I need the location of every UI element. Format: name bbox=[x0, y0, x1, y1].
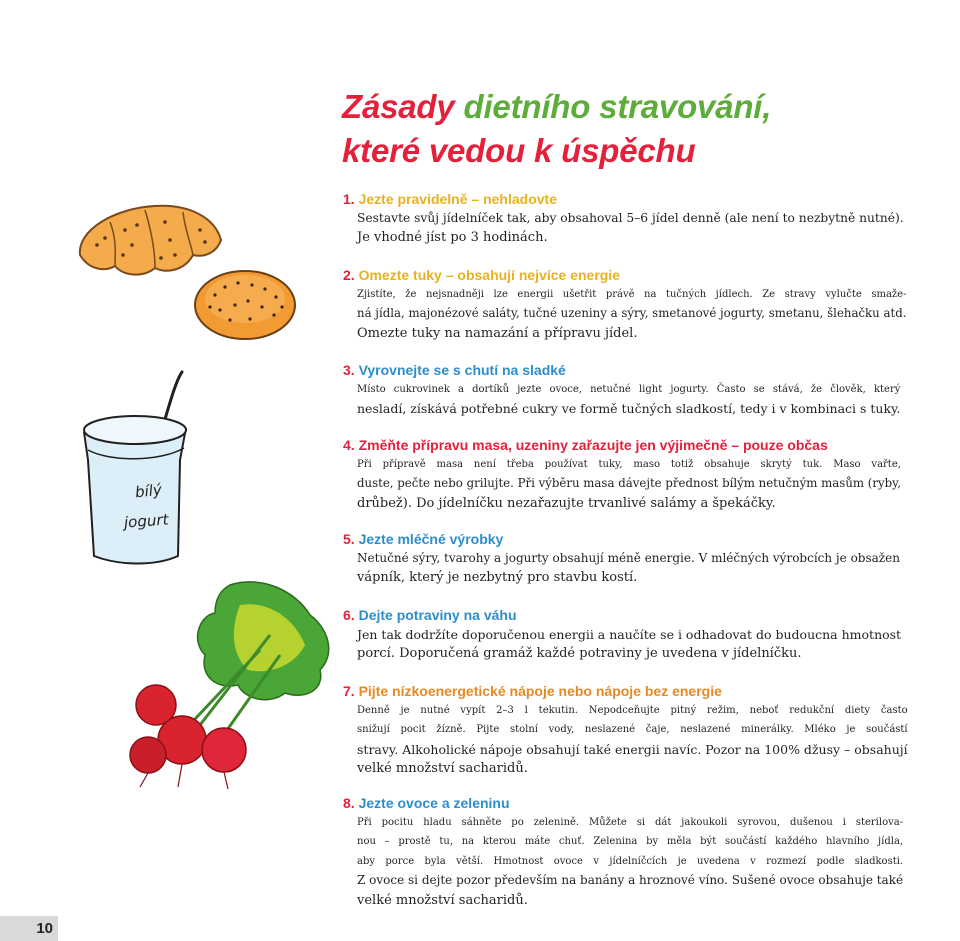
rule-1 bbox=[343, 190, 904, 248]
rule-text-line: nou – prostě tu, na kterou máte chuť. Zelenina by měla být součástí každého hlavního jídla, bbox=[357, 836, 904, 848]
yogurt-label-1: bílý bbox=[134, 480, 163, 502]
rule-text-line: Jen tak dodržíte doporučenou energii a naučíte se i odhadovat do budoucna hmotnost bbox=[357, 627, 902, 642]
rule-text-line: stravy. Alkoholické nápoje obsahují také energii navíc. Pozor na 100% džusy – obsahují bbox=[357, 741, 908, 757]
rule-number: 3. bbox=[343, 362, 355, 378]
rule-7 bbox=[343, 682, 908, 779]
rule-text-line: vápník, který je nezbytný pro stavbu kostí. bbox=[357, 570, 638, 586]
rule-text-line: Netučné sýry, tvarohy a jogurty obsahují méně energie. V mléčných výrobcích je obsažen bbox=[357, 551, 900, 565]
yogurt-cup bbox=[80, 370, 190, 570]
yogurt-label-2: jogurt bbox=[123, 510, 169, 532]
rule-text-line: velké množství sacharidů. bbox=[357, 761, 528, 777]
rule-number: 8. bbox=[343, 795, 355, 811]
rule-number: 4. bbox=[343, 437, 355, 453]
rule-text-line: porcí. Doporučená gramáž každé potraviny je uvedena v jídelníčku. bbox=[357, 646, 802, 662]
rule-number: 5. bbox=[343, 531, 355, 547]
rule-title: Dejte potraviny na váhu bbox=[358, 607, 517, 623]
rule-heading bbox=[343, 606, 901, 625]
rule-title: Jezte mléčné výrobky bbox=[358, 531, 504, 547]
rule-text-line: Zjistíte, že nejsnadněji lze energii ušetřit právě na tučných jídlech. Ze stravy vylučte smaže- bbox=[357, 289, 907, 300]
rule-2 bbox=[343, 266, 906, 343]
rule-8 bbox=[343, 794, 903, 910]
rule-heading bbox=[343, 436, 901, 455]
title-line-2: které vedou k úspěchu bbox=[342, 132, 696, 169]
page-title bbox=[342, 85, 771, 173]
rule-text-line: Je vhodné jíst po 3 hodinách. bbox=[357, 230, 548, 246]
rule-text-line: ná jídla, majonézové saláty, tučné uzeniny a sýry, smetanové jogurty, smetanu, šlehačku atd. bbox=[357, 306, 907, 321]
rule-text-line: Z ovoce si dejte pozor především na banány a hroznové víno. Sušené ovoce obsahuje také bbox=[357, 873, 904, 888]
rule-3 bbox=[343, 361, 900, 419]
title-green-part: dietního stravování, bbox=[463, 88, 772, 125]
radish-bunch-illustration bbox=[120, 575, 350, 790]
rule-text-line: duste, pečte nebo grilujte. Při výběru masa dávejte přednost bílým netučným masům (ryby, bbox=[357, 476, 901, 491]
rule-heading bbox=[343, 530, 900, 549]
rule-text-line: Sestavte svůj jídelníček tak, aby obsahoval 5–6 jídel denně (ale není to nezbytně nutné). bbox=[357, 211, 904, 225]
rule-text-line: Při přípravě masa není třeba používat tuky, maso totiž obsahuje skrytý tuk. Maso vařte, bbox=[357, 459, 901, 470]
rule-text-line: Denně je nutné vypít 2–3 l tekutin. Nepodceňujte pitný režim, neboť redukční diety často bbox=[357, 705, 908, 716]
rule-heading bbox=[343, 682, 908, 701]
rule-text-line: snižují pocit žízně. Pijte stolní vody, neslazené čaje, neslazené minerálky. Mléko je součástí bbox=[357, 724, 908, 736]
rule-5 bbox=[343, 530, 900, 588]
page-number: 10 bbox=[0, 916, 58, 941]
rule-heading bbox=[343, 190, 904, 209]
rule-text-line: aby porce byla větší. Hmotnost ovoce v jídelníčcích je uvedena v rozmezí podle sladkosti. bbox=[357, 855, 904, 867]
rule-title: Jezte pravidelně – nehladovte bbox=[358, 191, 557, 207]
rule-title: Pijte nízkoenergetické nápoje nebo nápoje bez energie bbox=[358, 683, 722, 699]
rule-text-line: Omezte tuky na namazání a přípravu jídel. bbox=[357, 325, 638, 341]
rule-text-line: drůbež). Do jídelníčku nezařazujte trvanlivé salámy a špekáčky. bbox=[357, 495, 776, 511]
rule-number: 7. bbox=[343, 683, 355, 699]
rule-6 bbox=[343, 606, 901, 664]
rule-number: 6. bbox=[343, 607, 355, 623]
rule-title: Změňte přípravu masa, uzeniny zařazujte jen výjimečně – pouze občas bbox=[358, 437, 828, 453]
rule-number: 2. bbox=[343, 267, 355, 283]
rule-title: Jezte ovoce a zeleninu bbox=[358, 795, 510, 811]
rule-text-line: Při pocitu hladu sáhněte po zelenině. Můžete si dát jakoukoli syrovou, dušenou i sterilova- bbox=[357, 817, 904, 828]
yogurt-cup-icon bbox=[80, 370, 190, 570]
rule-title: Omezte tuky – obsahují nejvíce energie bbox=[358, 267, 621, 283]
rule-text-line: velké množství sacharidů. bbox=[357, 892, 528, 908]
bread-roll-illustration bbox=[190, 265, 300, 345]
rule-title: Vyrovnejte se s chutí na sladké bbox=[358, 362, 566, 378]
rule-number: 1. bbox=[343, 191, 355, 207]
rule-heading bbox=[343, 794, 903, 813]
rule-text-line: nesladí, získává potřebné cukry ve formě tučných sladkostí, tedy i v kombinaci s tuky. bbox=[357, 401, 901, 417]
rule-heading bbox=[343, 266, 906, 285]
rule-text-line: Místo cukrovinek a dortíků jezte ovoce, netučné light jogurty. Často se stává, že člověk, který bbox=[357, 384, 901, 395]
title-red-part: Zásady bbox=[342, 88, 464, 125]
rule-4 bbox=[343, 436, 901, 513]
rule-heading bbox=[343, 361, 900, 380]
